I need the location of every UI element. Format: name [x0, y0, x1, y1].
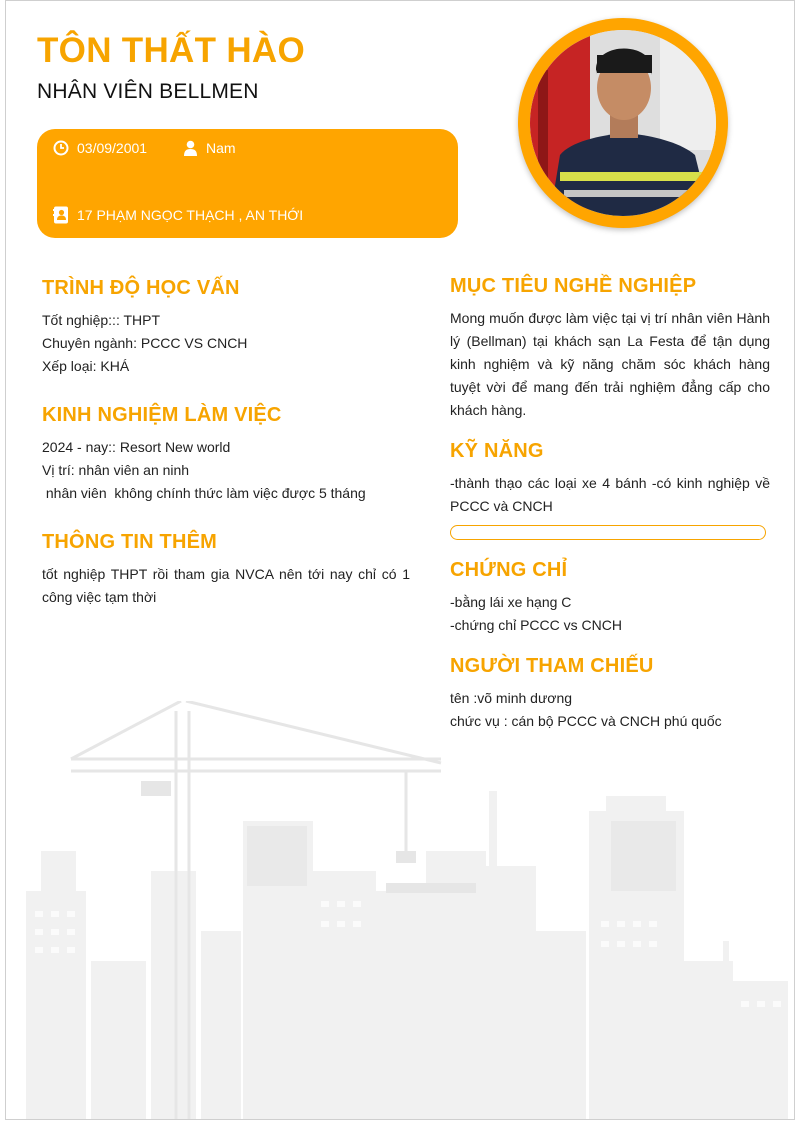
skills-text: -thành thạo các loại xe 4 bánh -có kinh nghiệp về PCCC và CNCH — [450, 475, 770, 514]
clock-icon — [53, 140, 69, 156]
experience-line: Vị trí: nhân viên an ninh — [42, 462, 190, 478]
experience-line: 2024 - nay:: Resort New world — [42, 439, 231, 455]
profile-photo — [530, 30, 716, 216]
gender-value: Nam — [206, 140, 236, 156]
skills-section — [450, 440, 770, 540]
education-title: TRÌNH ĐỘ HỌC VẤN — [42, 277, 240, 299]
skills-title: KỸ NĂNG — [450, 440, 544, 462]
career-goal-section — [450, 275, 770, 422]
user-icon — [183, 140, 198, 156]
dob-value: 03/09/2001 — [77, 140, 148, 156]
address-item — [53, 206, 303, 224]
reference-section — [450, 655, 770, 733]
job-position: NHÂN VIÊN BELLMEN — [37, 80, 259, 103]
cv-page — [5, 0, 795, 1120]
career-goal-title: MỤC TIÊU NGHỀ NGHIỆP — [450, 275, 697, 297]
more-info-section — [42, 531, 410, 609]
more-info-text: tốt nghiệp THPT rồi tham gia NVCA nên tới nay chỉ có 1 công việc tạm thời — [42, 566, 410, 605]
certificates-title: CHỨNG CHỈ — [450, 559, 568, 581]
experience-title: KINH NGHIỆM LÀM VIỆC — [42, 404, 282, 426]
skill-level-bar — [450, 525, 766, 540]
more-info-title: THÔNG TIN THÊM — [42, 531, 218, 553]
avatar-frame — [518, 18, 728, 228]
reference-title: NGƯỜI THAM CHIẾU — [450, 655, 654, 677]
certificate-line: -bằng lái xe hạng C — [450, 594, 572, 610]
certificates-section — [450, 559, 770, 637]
education-line: Chuyên ngành: PCCC VS CNCH — [42, 335, 248, 351]
career-goal-text: Mong muốn được làm việc tại vị trí nhân viên Hành lý (Bellman) tại khách sạn La Festa để tận dụng kinh nghiệm và kỹ năng chăm sóc khách hàng tuyệt vời để mang đến trải nghiệm đẳng cấp cho khách hàng. — [450, 310, 770, 418]
experience-section — [42, 404, 412, 505]
dob-item — [53, 140, 147, 156]
education-line: Xếp loại: KHÁ — [42, 358, 130, 374]
avatar — [530, 30, 716, 216]
gender-item — [183, 140, 236, 156]
personal-info-box — [37, 129, 458, 238]
address-value: 17 PHẠM NGỌC THẠCH , AN THỚI — [77, 207, 304, 223]
contact-book-icon — [53, 206, 69, 224]
reference-line: tên :võ minh dương — [450, 690, 573, 706]
certificate-line: -chứng chỉ PCCC vs CNCH — [450, 617, 622, 633]
reference-line: chức vụ : cán bộ PCCC và CNCH phú quốc — [450, 713, 722, 729]
city-skyline-background — [11, 701, 791, 1120]
experience-line: nhân viên không chính thức làm việc được 5 tháng — [42, 485, 366, 501]
candidate-name: TÔN THẤT HÀO — [37, 31, 306, 70]
education-line: Tốt nghiệp::: THPT — [42, 312, 161, 328]
education-section — [42, 277, 412, 378]
